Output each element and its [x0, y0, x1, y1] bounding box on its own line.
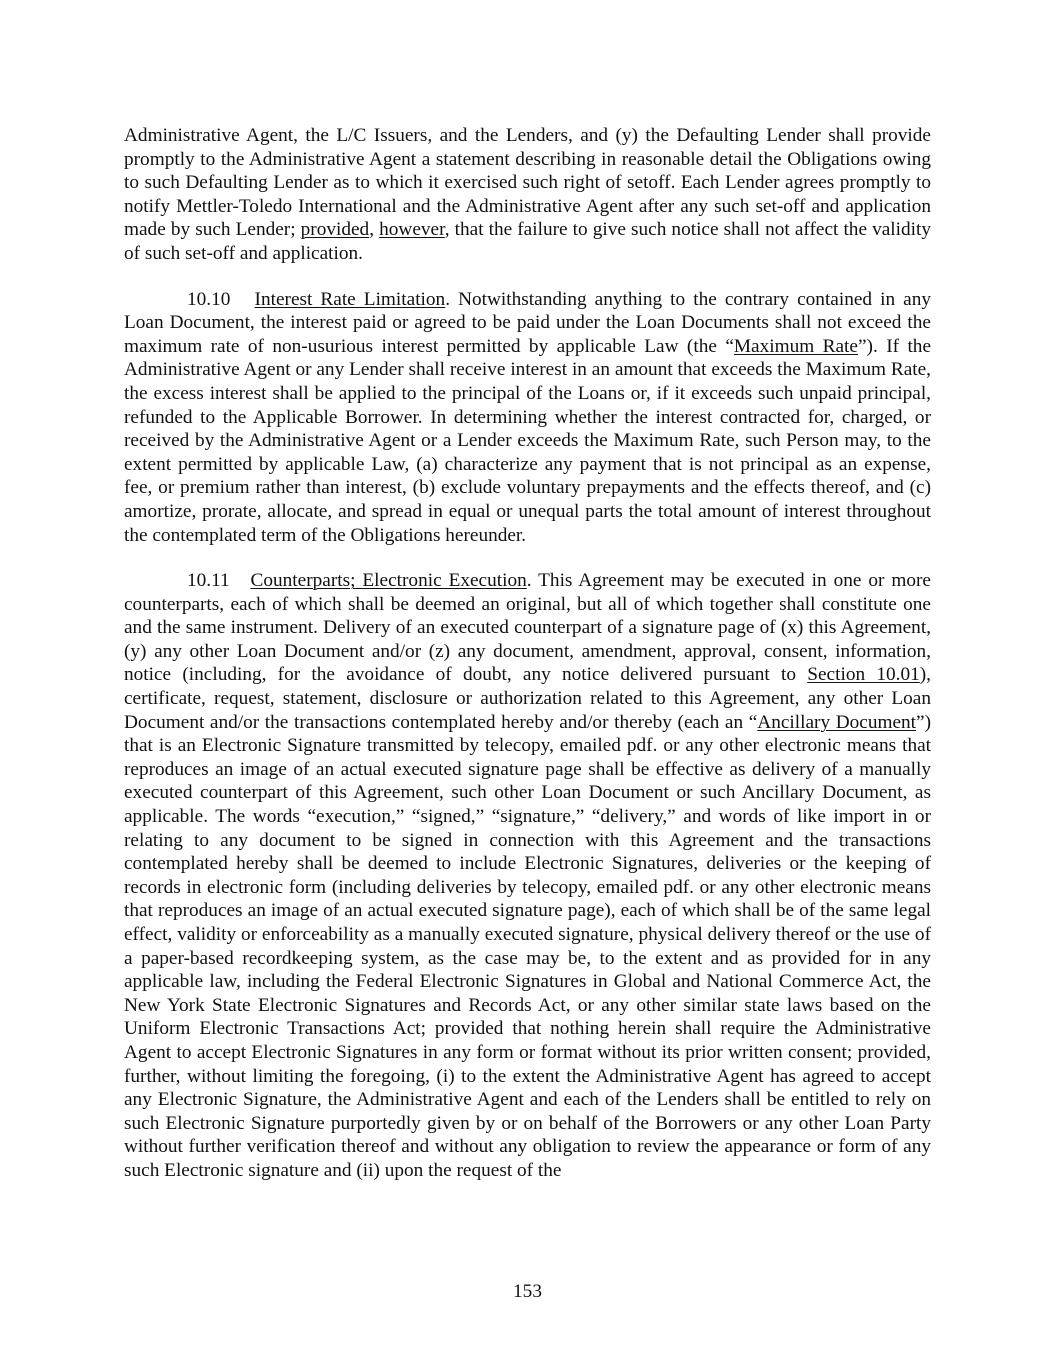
- paragraph-text: ), certificate, request, statement, disclosure or authorization related to this Agreement, any other Loan Document and/or the transactions contemplated hereby and/or thereby (each an “: [124, 664, 931, 733]
- paragraph-text: , that the failure to give such notice shall not affect the validity of such set-off and application.: [124, 219, 931, 264]
- section-10-11: [124, 569, 931, 1182]
- section-reference: Section 10.01: [807, 664, 920, 686]
- paragraph-text: . Notwithstanding anything to the contrary contained in any Loan Document, the interest paid or agreed to be paid under the Loan Documents shall not exceed the maximum rate of non-usurious interest permitted by applicable Law (the “: [124, 288, 931, 357]
- defined-term-ancillary-document: Ancillary Document: [757, 711, 917, 733]
- paragraph-text: . This Agreement may be executed in one or more counterparts, each of which shall be deemed an original, but all of which together shall constitute one and the same instrument. Delivery of an executed counterpart of a signature page of (x) this Agreement, (y) any other Loan Document and/or (z) any document, amendment, approval, consent, information, notice (including, for the avoidance of doubt, any notice delivered pursuant to: [124, 570, 931, 686]
- paragraph-text: Administrative Agent, the L/C Issuers, and the Lenders, and (y) the Defaulting Lender shall provide promptly to the Administrative Agent a statement describing in reasonable detail the Obligations owing to such Defaulting Lender as to which it exercised such right of setoff. Each Lender agrees promptly to notify Mettler-Toledo International and the Administrative Agent after any such set-off and application made by such Lender;: [124, 125, 931, 241]
- section-10-10: [124, 288, 931, 548]
- section-heading: Counterparts; Electronic Execution: [250, 570, 527, 592]
- section-heading: Interest Rate Limitation: [254, 288, 446, 310]
- however-term: however: [379, 219, 445, 241]
- section-number: 10.11: [187, 570, 230, 592]
- page-number: 153: [513, 1281, 542, 1302]
- paragraph-text: ”). If the Administrative Agent or any Lender shall receive interest in an amount that exceeds the Maximum Rate, the excess interest shall be applied to the principal of the Loans or, if it exceeds such unpaid principal, refunded to the Applicable Borrower. In determining whether the interest contracted for, charged, or received by the Administrative Agent or a Lender exceeds the Maximum Rate, such Person may, to the extent permitted by applicable Law, (a) characterize any payment that is not principal as an expense, fee, or premium rather than interest, (b) exclude voluntary prepayments and the effects thereof, and (c) amortize, prorate, allocate, and spread in equal or unequal parts the total amount of interest throughout the contemplated term of the Obligations hereunder.: [124, 335, 932, 546]
- paragraph-setoff-continuation: [124, 124, 931, 266]
- defined-term-maximum-rate: Maximum Rate: [733, 335, 858, 357]
- paragraph-text: ”) that is an Electronic Signature transmitted by telecopy, emailed pdf. or any other electronic means that reproduces an image of an actual executed signature page shall be effective as delivery of a manually executed counterpart of this Agreement, such other Loan Document or such Ancillary Document, as applicable. The words “execution,” “signed,” “signature,” “delivery,” and words of like import in or relating to any document to be signed in connection with this Agreement and the transactions contemplated hereby shall be deemed to include Electronic Signatures, deliveries or the keeping of records in electronic form (including deliveries by telecopy, emailed pdf. or any other electronic means that reproduces an image of an actual executed signature page), each of which shall be of the same legal effect, validity or enforceability as a manually executed signature, physical delivery thereof or the use of a paper-based recordkeeping system, as the case may be, to the extent and as provided for in any applicable law, including the Federal Electronic Signatures in Global and National Commerce Act, the New York State Electronic Signatures and Records Act, or any other similar state laws based on the Uniform Electronic Transactions Act; provided that nothing herein shall require the Administrative Agent to accept Electronic Signatures in any form or format without its prior written consent; provided, further, without limiting the foregoing, (i) to the extent the Administrative Agent has agreed to accept any Electronic Signature, the Administrative Agent and each of the Lenders shall be entitled to rely on such Electronic Signature purportedly given by or on behalf of the Borrowers or any other Loan Party without further verification thereof and without any obligation to review the appearance or form of any such Electronic signature and (ii) upon the request of the: [124, 711, 931, 1181]
- document-page: [124, 124, 931, 1205]
- section-number: 10.10: [187, 288, 231, 310]
- provided-term: provided: [300, 219, 370, 241]
- paragraph-text: ,: [369, 219, 380, 241]
